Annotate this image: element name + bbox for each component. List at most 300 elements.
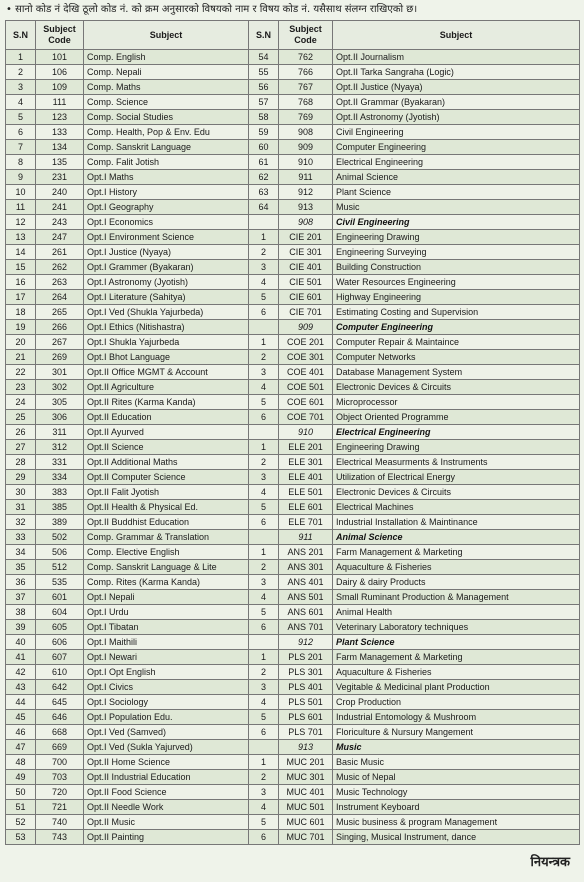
cell-subject-right: Music business & program Management [333, 815, 580, 830]
table-row [6, 290, 580, 305]
cell-sn-right: 6 [249, 830, 279, 845]
cell-code-right: COE 601 [279, 395, 333, 410]
cell-subject-left: Comp. Falit Jotish [84, 155, 249, 170]
cell-code-left: 642 [36, 680, 84, 695]
cell-subject-left: Opt.II Health & Physical Ed. [84, 500, 249, 515]
cell-subject-left: Opt.I Newari [84, 650, 249, 665]
cell-subject-right: Aquaculture & Fisheries [333, 560, 580, 575]
cell-code-left: 389 [36, 515, 84, 530]
cell-subject-left: Opt.II Office MGMT & Account [84, 365, 249, 380]
cell-code-left: 263 [36, 275, 84, 290]
cell-subject-left: Opt.I Opt English [84, 665, 249, 680]
cell-sn-left: 3 [6, 80, 36, 95]
cell-subject-left: Opt.I Population Edu. [84, 710, 249, 725]
cell-subject-left: Opt.II Agriculture [84, 380, 249, 395]
cell-sn-right: 2 [249, 350, 279, 365]
cell-subject-left: Comp. Grammar & Translation [84, 530, 249, 545]
table-row [6, 80, 580, 95]
cell-code-left: 383 [36, 485, 84, 500]
cell-sn-right: 2 [249, 665, 279, 680]
table-row [6, 350, 580, 365]
cell-code-left: 604 [36, 605, 84, 620]
table-row [6, 50, 580, 65]
cell-subject-right: Electrical Measurments & Instruments [333, 455, 580, 470]
cell-sn-left: 36 [6, 575, 36, 590]
cell-sn-left: 10 [6, 185, 36, 200]
cell-subject-right: Animal Science [333, 530, 580, 545]
cell-sn-left: 52 [6, 815, 36, 830]
cell-sn-left: 19 [6, 320, 36, 335]
cell-code-right: COE 201 [279, 335, 333, 350]
cell-subject-right: Engineering Drawing [333, 440, 580, 455]
table-row [6, 110, 580, 125]
table-row [6, 215, 580, 230]
cell-sn-left: 15 [6, 260, 36, 275]
cell-sn-right [249, 215, 279, 230]
cell-sn-left: 1 [6, 50, 36, 65]
cell-code-left: 385 [36, 500, 84, 515]
cell-code-right: CIE 201 [279, 230, 333, 245]
cell-sn-right: 1 [249, 545, 279, 560]
table-row [6, 575, 580, 590]
cell-subject-right: Database Management System [333, 365, 580, 380]
cell-sn-right: 4 [249, 590, 279, 605]
cell-sn-left: 51 [6, 800, 36, 815]
cell-sn-right: 59 [249, 125, 279, 140]
cell-code-right: 768 [279, 95, 333, 110]
cell-subject-right: Floriculture & Nursury Mangement [333, 725, 580, 740]
cell-subject-right: Industrial Entomology & Mushroom [333, 710, 580, 725]
cell-subject-left: Opt.I Justice (Nyaya) [84, 245, 249, 260]
cell-code-left: 111 [36, 95, 84, 110]
cell-sn-left: 42 [6, 665, 36, 680]
cell-sn-right: 3 [249, 260, 279, 275]
cell-sn-right: 4 [249, 380, 279, 395]
cell-subject-left: Comp. Maths [84, 80, 249, 95]
cell-subject-right: Engineering Drawing [333, 230, 580, 245]
cell-subject-right: Estimating Costing and Supervision [333, 305, 580, 320]
cell-subject-right: Utilization of Electrical Energy [333, 470, 580, 485]
cell-code-right: 912 [279, 635, 333, 650]
subject-code-table [5, 20, 580, 845]
cell-sn-right: 4 [249, 800, 279, 815]
cell-code-left: 101 [36, 50, 84, 65]
cell-sn-right: 6 [249, 410, 279, 425]
cell-code-left: 301 [36, 365, 84, 380]
cell-subject-left: Opt.I Literature (Sahitya) [84, 290, 249, 305]
cell-subject-left: Opt.I Environment Science [84, 230, 249, 245]
cell-subject-right: Computer Engineering [333, 140, 580, 155]
table-row [6, 170, 580, 185]
cell-subject-right: Vegitable & Medicinal plant Production [333, 680, 580, 695]
cell-subject-right: Opt.II Tarka Sangraha (Logic) [333, 65, 580, 80]
cell-sn-left: 9 [6, 170, 36, 185]
cell-subject-left: Opt.II Painting [84, 830, 249, 845]
table-row [6, 620, 580, 635]
cell-subject-left: Comp. Elective English [84, 545, 249, 560]
cell-subject-right: Engineering Surveying [333, 245, 580, 260]
cell-code-right: 913 [279, 200, 333, 215]
cell-sn-right: 61 [249, 155, 279, 170]
cell-subject-right: Computer Repair & Maintaince [333, 335, 580, 350]
cell-sn-left: 46 [6, 725, 36, 740]
cell-sn-right: 56 [249, 80, 279, 95]
cell-subject-left: Opt.II Home Science [84, 755, 249, 770]
cell-code-left: 133 [36, 125, 84, 140]
cell-code-right: 912 [279, 185, 333, 200]
cell-subject-right: Electronic Devices & Circuits [333, 380, 580, 395]
cell-code-right: 913 [279, 740, 333, 755]
cell-code-left: 721 [36, 800, 84, 815]
table-row [6, 245, 580, 260]
cell-code-right: PLS 601 [279, 710, 333, 725]
cell-subject-right: Electrical Machines [333, 500, 580, 515]
cell-code-right: ANS 401 [279, 575, 333, 590]
cell-sn-right: 63 [249, 185, 279, 200]
cell-code-left: 123 [36, 110, 84, 125]
cell-code-left: 243 [36, 215, 84, 230]
table-row [6, 470, 580, 485]
cell-code-left: 610 [36, 665, 84, 680]
table-row [6, 755, 580, 770]
cell-code-right: MUC 201 [279, 755, 333, 770]
cell-subject-left: Opt.II Science [84, 440, 249, 455]
cell-subject-left: Opt.I Astronomy (Jyotish) [84, 275, 249, 290]
cell-subject-right: Water Resources Engineering [333, 275, 580, 290]
cell-code-left: 646 [36, 710, 84, 725]
cell-code-left: 262 [36, 260, 84, 275]
cell-subject-right: Computer Engineering [333, 320, 580, 335]
cell-subject-left: Opt.II Computer Science [84, 470, 249, 485]
cell-code-right: CIE 501 [279, 275, 333, 290]
cell-code-right: 911 [279, 530, 333, 545]
cell-code-right: PLS 401 [279, 680, 333, 695]
cell-sn-left: 45 [6, 710, 36, 725]
cell-code-left: 264 [36, 290, 84, 305]
table-row [6, 770, 580, 785]
cell-code-left: 302 [36, 380, 84, 395]
cell-sn-right: 4 [249, 695, 279, 710]
cell-subject-left: Opt.I Economics [84, 215, 249, 230]
cell-code-right: ELE 501 [279, 485, 333, 500]
cell-subject-left: Opt.II Additional Maths [84, 455, 249, 470]
cell-subject-left: Opt.I Grammer (Byakaran) [84, 260, 249, 275]
cell-code-left: 109 [36, 80, 84, 95]
cell-sn-left: 43 [6, 680, 36, 695]
header-code-left: Subject Code [36, 21, 84, 50]
cell-subject-right: Small Ruminant Production & Management [333, 590, 580, 605]
cell-code-left: 312 [36, 440, 84, 455]
cell-subject-right: Music [333, 200, 580, 215]
cell-code-right: COE 501 [279, 380, 333, 395]
table-row [6, 155, 580, 170]
cell-sn-right: 3 [249, 365, 279, 380]
cell-sn-right: 62 [249, 170, 279, 185]
table-row [6, 710, 580, 725]
cell-sn-left: 4 [6, 95, 36, 110]
cell-subject-right: Opt.II Astronomy (Jyotish) [333, 110, 580, 125]
table-header-row [6, 21, 580, 50]
cell-subject-right: Opt.II Grammar (Byakaran) [333, 95, 580, 110]
cell-code-left: 645 [36, 695, 84, 710]
cell-code-right: MUC 401 [279, 785, 333, 800]
cell-sn-left: 27 [6, 440, 36, 455]
cell-sn-left: 13 [6, 230, 36, 245]
header-code-right: Subject Code [279, 21, 333, 50]
cell-sn-right [249, 635, 279, 650]
cell-subject-right: Electrical Engineering [333, 425, 580, 440]
table-row [6, 425, 580, 440]
cell-code-right: COE 401 [279, 365, 333, 380]
cell-sn-left: 31 [6, 500, 36, 515]
cell-code-right: MUC 701 [279, 830, 333, 845]
table-row [6, 125, 580, 140]
cell-sn-left: 11 [6, 200, 36, 215]
cell-subject-right: Civil Engineering [333, 215, 580, 230]
cell-code-right: PLS 501 [279, 695, 333, 710]
cell-sn-left: 24 [6, 395, 36, 410]
cell-sn-right: 64 [249, 200, 279, 215]
cell-sn-right: 2 [249, 245, 279, 260]
cell-code-right: 911 [279, 170, 333, 185]
header-sn-left: S.N [6, 21, 36, 50]
cell-sn-right [249, 740, 279, 755]
cell-sn-right: 6 [249, 515, 279, 530]
table-row [6, 695, 580, 710]
cell-subject-left: Opt.I Ved (Samved) [84, 725, 249, 740]
cell-code-left: 267 [36, 335, 84, 350]
cell-code-left: 247 [36, 230, 84, 245]
cell-subject-right: Building Construction [333, 260, 580, 275]
cell-subject-left: Opt.II Buddhist Education [84, 515, 249, 530]
cell-sn-left: 17 [6, 290, 36, 305]
cell-subject-left: Opt.I Nepali [84, 590, 249, 605]
cell-subject-left: Opt.I Urdu [84, 605, 249, 620]
table-row [6, 785, 580, 800]
cell-sn-right: 5 [249, 710, 279, 725]
cell-code-left: 720 [36, 785, 84, 800]
header-sn-right: S.N [249, 21, 279, 50]
cell-sn-right: 4 [249, 485, 279, 500]
cell-subject-left: Opt.II Ayurved [84, 425, 249, 440]
cell-code-left: 135 [36, 155, 84, 170]
cell-sn-left: 28 [6, 455, 36, 470]
table-row [6, 335, 580, 350]
cell-sn-right: 1 [249, 230, 279, 245]
table-row [6, 665, 580, 680]
table-row [6, 560, 580, 575]
table-row [6, 590, 580, 605]
cell-code-right: COE 301 [279, 350, 333, 365]
cell-sn-right: 1 [249, 650, 279, 665]
cell-code-left: 607 [36, 650, 84, 665]
cell-sn-left: 29 [6, 470, 36, 485]
table-row [6, 230, 580, 245]
cell-sn-left: 18 [6, 305, 36, 320]
cell-code-right: MUC 501 [279, 800, 333, 815]
cell-code-right: CIE 401 [279, 260, 333, 275]
cell-code-right: CIE 701 [279, 305, 333, 320]
cell-subject-left: Comp. Nepali [84, 65, 249, 80]
cell-code-right: PLS 301 [279, 665, 333, 680]
cell-sn-right: 3 [249, 785, 279, 800]
cell-sn-right: 1 [249, 755, 279, 770]
table-row [6, 440, 580, 455]
cell-subject-left: Opt.II Falit Jyotish [84, 485, 249, 500]
cell-code-right: 909 [279, 320, 333, 335]
cell-sn-left: 53 [6, 830, 36, 845]
cell-sn-left: 6 [6, 125, 36, 140]
cell-subject-left: Opt.II Music [84, 815, 249, 830]
cell-code-left: 506 [36, 545, 84, 560]
table-row [6, 545, 580, 560]
cell-code-right: 910 [279, 425, 333, 440]
cell-code-left: 743 [36, 830, 84, 845]
cell-code-right: ANS 201 [279, 545, 333, 560]
cell-sn-left: 40 [6, 635, 36, 650]
cell-subject-right: Opt.II Journalism [333, 50, 580, 65]
cell-subject-right: Veterinary Laboratory techniques [333, 620, 580, 635]
cell-subject-right: Civil Engineering [333, 125, 580, 140]
cell-subject-left: Opt.I Maithili [84, 635, 249, 650]
cell-code-right: 767 [279, 80, 333, 95]
cell-subject-right: Opt.II Justice (Nyaya) [333, 80, 580, 95]
cell-sn-right [249, 425, 279, 440]
cell-sn-right [249, 530, 279, 545]
cell-code-left: 261 [36, 245, 84, 260]
cell-subject-left: Opt.I Civics [84, 680, 249, 695]
header-subject-right: Subject [333, 21, 580, 50]
cell-subject-right: Computer Networks [333, 350, 580, 365]
cell-code-right: COE 701 [279, 410, 333, 425]
cell-sn-left: 41 [6, 650, 36, 665]
cell-sn-right: 55 [249, 65, 279, 80]
table-row [6, 605, 580, 620]
cell-subject-right: Farm Management & Marketing [333, 650, 580, 665]
cell-sn-left: 21 [6, 350, 36, 365]
cell-code-right: 769 [279, 110, 333, 125]
cell-sn-right: 58 [249, 110, 279, 125]
cell-code-left: 266 [36, 320, 84, 335]
cell-sn-left: 26 [6, 425, 36, 440]
cell-sn-right: 2 [249, 455, 279, 470]
cell-subject-right: Farm Management & Marketing [333, 545, 580, 560]
table-row [6, 635, 580, 650]
cell-sn-left: 32 [6, 515, 36, 530]
cell-sn-left: 16 [6, 275, 36, 290]
cell-sn-right: 2 [249, 770, 279, 785]
cell-sn-left: 44 [6, 695, 36, 710]
cell-code-left: 601 [36, 590, 84, 605]
cell-code-left: 311 [36, 425, 84, 440]
table-row [6, 800, 580, 815]
cell-sn-left: 34 [6, 545, 36, 560]
cell-subject-right: Electrical Engineering [333, 155, 580, 170]
notice-text: • सानो कोड नं देखि ठूलो कोड नं. को क्रम अनुसारको विषयको नाम र विषय कोड नं. यसैसाथ संलग्न राखिएको छ। [6, 4, 418, 15]
controller-signature: नियन्त्रक [530, 855, 570, 870]
cell-code-right: PLS 201 [279, 650, 333, 665]
cell-sn-left: 50 [6, 785, 36, 800]
cell-sn-right: 6 [249, 305, 279, 320]
cell-code-left: 535 [36, 575, 84, 590]
cell-code-left: 240 [36, 185, 84, 200]
cell-sn-left: 20 [6, 335, 36, 350]
cell-subject-left: Comp. Science [84, 95, 249, 110]
cell-subject-left: Comp. Rites (Karma Kanda) [84, 575, 249, 590]
cell-code-left: 269 [36, 350, 84, 365]
table-row [6, 365, 580, 380]
cell-sn-left: 5 [6, 110, 36, 125]
cell-subject-left: Opt.I Ethics (Nitishastra) [84, 320, 249, 335]
table-row [6, 740, 580, 755]
cell-code-right: ELE 401 [279, 470, 333, 485]
cell-subject-left: Opt.I Sociology [84, 695, 249, 710]
cell-sn-left: 35 [6, 560, 36, 575]
cell-subject-right: Animal Health [333, 605, 580, 620]
cell-sn-right: 1 [249, 335, 279, 350]
cell-sn-left: 37 [6, 590, 36, 605]
cell-sn-left: 23 [6, 380, 36, 395]
cell-subject-right: Music of Nepal [333, 770, 580, 785]
cell-code-right: ANS 701 [279, 620, 333, 635]
cell-sn-right: 3 [249, 470, 279, 485]
cell-subject-right: Electronic Devices & Circuits [333, 485, 580, 500]
cell-subject-left: Opt.II Industrial Education [84, 770, 249, 785]
cell-code-left: 740 [36, 815, 84, 830]
cell-code-left: 669 [36, 740, 84, 755]
cell-subject-left: Opt.I Tibatan [84, 620, 249, 635]
cell-sn-left: 33 [6, 530, 36, 545]
cell-sn-right: 6 [249, 620, 279, 635]
table-row [6, 485, 580, 500]
cell-subject-left: Opt.II Rites (Karma Kanda) [84, 395, 249, 410]
cell-subject-left: Opt.I Ved (Shukla Yajurbeda) [84, 305, 249, 320]
table-row [6, 260, 580, 275]
cell-subject-left: Opt.II Needle Work [84, 800, 249, 815]
cell-subject-left: Opt.I History [84, 185, 249, 200]
table-row [6, 650, 580, 665]
cell-code-right: CIE 601 [279, 290, 333, 305]
table-row [6, 725, 580, 740]
cell-sn-right: 6 [249, 725, 279, 740]
cell-subject-left: Comp. Sanskrit Language & Lite [84, 560, 249, 575]
cell-subject-right: Music [333, 740, 580, 755]
cell-subject-right: Object Oriented Programme [333, 410, 580, 425]
cell-sn-right: 5 [249, 815, 279, 830]
cell-sn-right: 5 [249, 395, 279, 410]
cell-code-right: 762 [279, 50, 333, 65]
cell-subject-left: Opt.II Food Science [84, 785, 249, 800]
table-row [6, 530, 580, 545]
table-row [6, 410, 580, 425]
cell-sn-right: 57 [249, 95, 279, 110]
table-row [6, 680, 580, 695]
cell-subject-right: Aquaculture & Fisheries [333, 665, 580, 680]
cell-sn-left: 38 [6, 605, 36, 620]
cell-code-right: CIE 301 [279, 245, 333, 260]
cell-subject-right: Dairy & dairy Products [333, 575, 580, 590]
table-row [6, 515, 580, 530]
cell-code-right: 910 [279, 155, 333, 170]
cell-code-left: 605 [36, 620, 84, 635]
cell-subject-left: Opt.I Ved (Sukla Yajurved) [84, 740, 249, 755]
cell-sn-left: 47 [6, 740, 36, 755]
cell-sn-right [249, 320, 279, 335]
cell-code-right: 909 [279, 140, 333, 155]
cell-sn-right: 5 [249, 290, 279, 305]
cell-code-right: ELE 601 [279, 500, 333, 515]
cell-code-right: 908 [279, 215, 333, 230]
